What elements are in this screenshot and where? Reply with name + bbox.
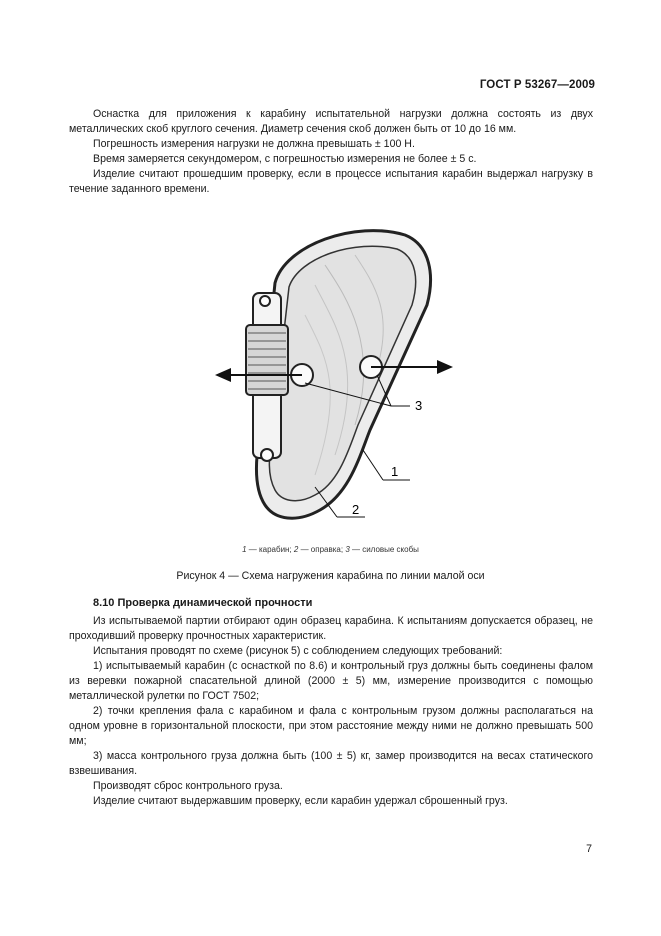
- paragraph-result: Изделие считают выдержавшим проверку, если карабин удержал сброшенный груз.: [93, 795, 508, 807]
- legend-num-3: 3: [345, 545, 350, 554]
- paragraph-scheme: Испытания проводят по схеме (рисунок 5) с соблюдением следующих требований:: [93, 645, 503, 657]
- section-title: 8.10 Проверка динамической прочности: [93, 597, 313, 609]
- paragraph-sample: Из испытываемой партии отбирают один образец карабина. К испытаниям допускается образец, не проходивший проверку прочностных характеристик.: [69, 615, 593, 642]
- paragraph-rigging: Оснастка для приложения к карабину испытательной нагрузки должна состоять из двух металлических скоб круглого сечения. Диаметр сечения скоб должен быть от 10 до 16 мм.: [69, 108, 593, 135]
- paragraph-drop: Производят сброс контрольного груза.: [93, 780, 283, 792]
- top-text-block: [69, 107, 593, 197]
- carabiner-gate: [246, 293, 288, 461]
- legend-text-2: — оправка;: [298, 545, 346, 554]
- carabiner-diagram: [205, 225, 465, 530]
- paragraph-load-error: Погрешность измерения нагрузки не должна превышать ± 100 Н.: [93, 138, 415, 150]
- callout-3: 3: [415, 398, 423, 413]
- section-text-block: [69, 614, 593, 809]
- figure-legend: [0, 545, 661, 554]
- legend-text-1: — карабин;: [246, 545, 294, 554]
- callout-2: 2: [352, 502, 360, 517]
- figure-caption: Рисунок 4 — Схема нагружения карабина по линии малой оси: [176, 570, 485, 582]
- callout-1: 1: [391, 464, 399, 479]
- document-header: ГОСТ Р 53267—2009: [479, 79, 595, 91]
- legend-num-2: 2: [293, 545, 299, 554]
- paragraph-requirement-3: 3) масса контрольного груза должна быть (100 ± 5) кг, замер производится на весах статического взвешивания.: [69, 750, 593, 777]
- paragraph-pass-condition: Изделие считают прошедшим проверку, если в процессе испытания карабин выдержал нагрузку в течение заданного времени.: [69, 168, 593, 195]
- legend-num-1: 1: [242, 545, 247, 554]
- paragraph-requirement-2: 2) точки крепления фала с карабином и фала с контрольным грузом должны располагаться на одном уровне в горизонтальной плоскости, при этом расстояние между ними не должно превышать 500 мм;: [69, 705, 593, 747]
- paragraph-requirement-1: 1) испытываемый карабин (с оснасткой по 8.6) и контрольный груз должны быть соединены фалом из веревки пожарной спасательной длиной (2000 ± 5) мм, измерение производится с помощью металлической рулетки по ГОСТ 7502;: [69, 660, 593, 702]
- page-number: 7: [586, 843, 592, 855]
- legend-text-3: — силовые скобы: [349, 545, 419, 554]
- paragraph-time-error: Время замеряется секундомером, с погрешностью измерения не более ± 5 с.: [93, 153, 477, 165]
